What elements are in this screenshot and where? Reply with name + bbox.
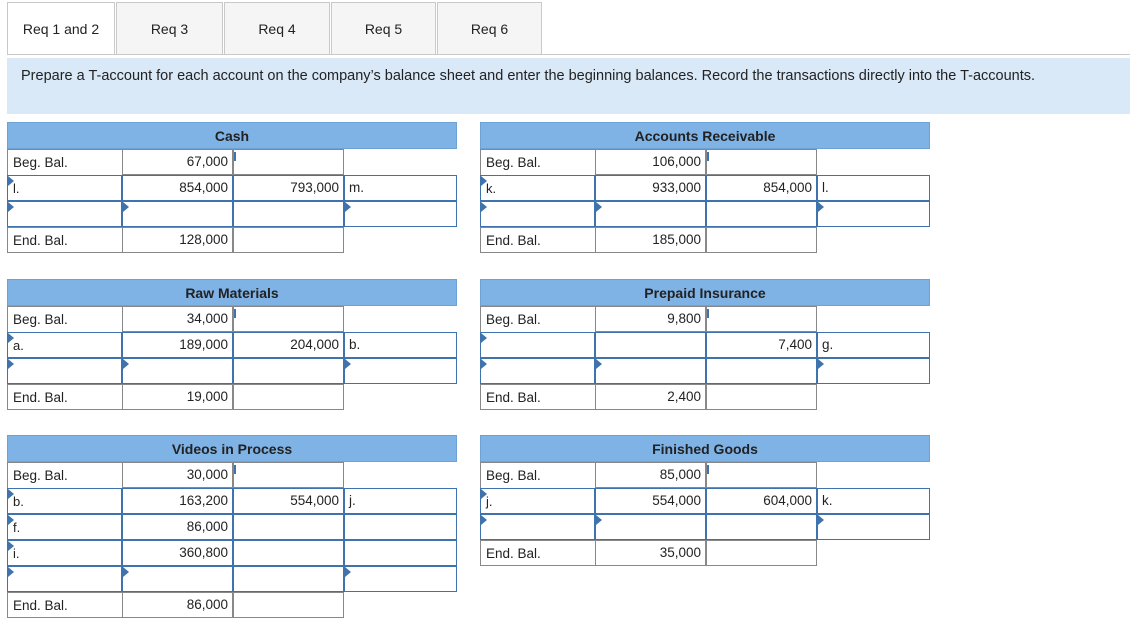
raw-row1-debit[interactable]: 189,000 xyxy=(122,332,233,358)
fg-row1-ref[interactable]: j. xyxy=(480,488,595,514)
ar-row1-credit-ref[interactable]: l. xyxy=(817,175,930,201)
prepaid-row1-debit[interactable] xyxy=(595,332,706,358)
cash-row2-debit[interactable] xyxy=(122,201,233,227)
prepaid-row2-ref[interactable] xyxy=(480,358,595,384)
raw-beg-credit[interactable] xyxy=(233,306,344,332)
t-account-title: Finished Goods xyxy=(480,435,930,462)
end-bal-label: End. Bal. xyxy=(7,227,122,253)
cash-row2-credit-ref[interactable] xyxy=(344,201,457,227)
prepaid-row2-debit[interactable] xyxy=(595,358,706,384)
raw-end-debit[interactable]: 19,000 xyxy=(122,384,233,410)
t-account-title: Prepaid Insurance xyxy=(480,279,930,306)
fg-beg-credit[interactable] xyxy=(706,462,817,488)
instructions-text: Prepare a T-account for each account on the company’s balance sheet and enter the beginning balances. Record the transactions directly into the T-accounts. xyxy=(7,58,1130,114)
cash-end-credit[interactable] xyxy=(233,227,344,253)
raw-row1-credit[interactable]: 204,000 xyxy=(233,332,344,358)
prepaid-row2-credit-ref[interactable] xyxy=(817,358,930,384)
wip-row1-debit[interactable]: 163,200 xyxy=(122,488,233,514)
t-account-finished-goods xyxy=(480,435,930,566)
t-account-accounts-receivable xyxy=(480,122,930,253)
wip-row4-ref[interactable] xyxy=(7,566,122,592)
t-account-raw-materials xyxy=(7,279,457,410)
ar-beg-debit[interactable]: 106,000 xyxy=(595,149,706,175)
cash-end-debit[interactable]: 128,000 xyxy=(122,227,233,253)
raw-row1-ref[interactable]: a. xyxy=(7,332,122,358)
tab-req-1-and-2[interactable]: Req 1 and 2 xyxy=(7,2,115,55)
prepaid-end-credit[interactable] xyxy=(706,384,817,410)
end-bal-label: End. Bal. xyxy=(7,592,122,618)
fg-row2-credit-ref[interactable] xyxy=(817,514,930,540)
cash-beg-debit[interactable]: 67,000 xyxy=(122,149,233,175)
ar-row1-credit[interactable]: 854,000 xyxy=(706,175,817,201)
beg-bal-label: Beg. Bal. xyxy=(480,149,595,175)
fg-row2-ref[interactable] xyxy=(480,514,595,540)
wip-beg-credit[interactable] xyxy=(233,462,344,488)
raw-row2-credit-ref[interactable] xyxy=(344,358,457,384)
wip-row2-credit[interactable] xyxy=(233,514,344,540)
wip-row2-credit-ref[interactable] xyxy=(344,514,457,540)
tab-req-3[interactable]: Req 3 xyxy=(116,2,223,55)
t-account-videos-in-process xyxy=(7,435,457,618)
raw-row2-credit[interactable] xyxy=(233,358,344,384)
prepaid-row1-ref[interactable] xyxy=(480,332,595,358)
wip-beg-debit[interactable]: 30,000 xyxy=(122,462,233,488)
t-account-title: Videos in Process xyxy=(7,435,457,462)
cash-row1-debit[interactable]: 854,000 xyxy=(122,175,233,201)
t-account-prepaid-insurance xyxy=(480,279,930,410)
tab-req-5[interactable]: Req 5 xyxy=(331,2,436,55)
ar-row2-credit[interactable] xyxy=(706,201,817,227)
wip-row3-ref[interactable]: i. xyxy=(7,540,122,566)
ar-row1-ref[interactable]: k. xyxy=(480,175,595,201)
wip-row2-ref[interactable]: f. xyxy=(7,514,122,540)
cash-row1-ref[interactable]: l. xyxy=(7,175,122,201)
ar-row2-credit-ref[interactable] xyxy=(817,201,930,227)
raw-end-credit[interactable] xyxy=(233,384,344,410)
fg-row1-credit[interactable]: 604,000 xyxy=(706,488,817,514)
beg-bal-label: Beg. Bal. xyxy=(480,306,595,332)
wip-row1-credit[interactable]: 554,000 xyxy=(233,488,344,514)
ar-row2-ref[interactable] xyxy=(480,201,595,227)
raw-row1-credit-ref[interactable]: b. xyxy=(344,332,457,358)
wip-row4-credit-ref[interactable] xyxy=(344,566,457,592)
raw-row2-ref[interactable] xyxy=(7,358,122,384)
wip-row3-debit[interactable]: 360,800 xyxy=(122,540,233,566)
ar-row2-debit[interactable] xyxy=(595,201,706,227)
cash-beg-credit[interactable] xyxy=(233,149,344,175)
fg-row1-debit[interactable]: 554,000 xyxy=(595,488,706,514)
wip-row4-credit[interactable] xyxy=(233,566,344,592)
ar-end-debit[interactable]: 185,000 xyxy=(595,227,706,253)
beg-bal-label: Beg. Bal. xyxy=(480,462,595,488)
fg-end-credit[interactable] xyxy=(706,540,817,566)
wip-row1-ref[interactable]: b. xyxy=(7,488,122,514)
wip-end-debit[interactable]: 86,000 xyxy=(122,592,233,618)
t-account-title: Raw Materials xyxy=(7,279,457,306)
fg-row1-credit-ref[interactable]: k. xyxy=(817,488,930,514)
wip-row3-credit[interactable] xyxy=(233,540,344,566)
end-bal-label: End. Bal. xyxy=(480,540,595,566)
beg-bal-label: Beg. Bal. xyxy=(7,306,122,332)
wip-end-credit[interactable] xyxy=(233,592,344,618)
t-account-cash xyxy=(7,122,457,253)
wip-row1-credit-ref[interactable]: j. xyxy=(344,488,457,514)
ar-row1-debit[interactable]: 933,000 xyxy=(595,175,706,201)
fg-row2-credit[interactable] xyxy=(706,514,817,540)
raw-beg-debit[interactable]: 34,000 xyxy=(122,306,233,332)
cash-row2-ref[interactable] xyxy=(7,201,122,227)
raw-row2-debit[interactable] xyxy=(122,358,233,384)
tab-req-4[interactable]: Req 4 xyxy=(224,2,330,55)
wip-row3-credit-ref[interactable] xyxy=(344,540,457,566)
tab-req-6[interactable]: Req 6 xyxy=(437,2,542,55)
prepaid-beg-debit[interactable]: 9,800 xyxy=(595,306,706,332)
fg-beg-debit[interactable]: 85,000 xyxy=(595,462,706,488)
end-bal-label: End. Bal. xyxy=(480,384,595,410)
prepaid-row2-credit[interactable] xyxy=(706,358,817,384)
prepaid-row1-credit-ref[interactable]: g. xyxy=(817,332,930,358)
t-account-title: Cash xyxy=(7,122,457,149)
cash-row1-credit[interactable]: 793,000 xyxy=(233,175,344,201)
ar-end-credit[interactable] xyxy=(706,227,817,253)
cash-row1-credit-ref[interactable]: m. xyxy=(344,175,457,201)
end-bal-label: End. Bal. xyxy=(480,227,595,253)
fg-end-debit[interactable]: 35,000 xyxy=(595,540,706,566)
beg-bal-label: Beg. Bal. xyxy=(7,462,122,488)
prepaid-end-debit[interactable]: 2,400 xyxy=(595,384,706,410)
cash-row2-credit[interactable] xyxy=(233,201,344,227)
requirement-tabs xyxy=(7,2,543,55)
wip-row4-debit[interactable] xyxy=(122,566,233,592)
t-account-title: Accounts Receivable xyxy=(480,122,930,149)
prepaid-row1-credit[interactable]: 7,400 xyxy=(706,332,817,358)
wip-row2-debit[interactable]: 86,000 xyxy=(122,514,233,540)
end-bal-label: End. Bal. xyxy=(7,384,122,410)
beg-bal-label: Beg. Bal. xyxy=(7,149,122,175)
prepaid-beg-credit[interactable] xyxy=(706,306,817,332)
tab-divider xyxy=(7,54,1130,55)
fg-row2-debit[interactable] xyxy=(595,514,706,540)
ar-beg-credit[interactable] xyxy=(706,149,817,175)
